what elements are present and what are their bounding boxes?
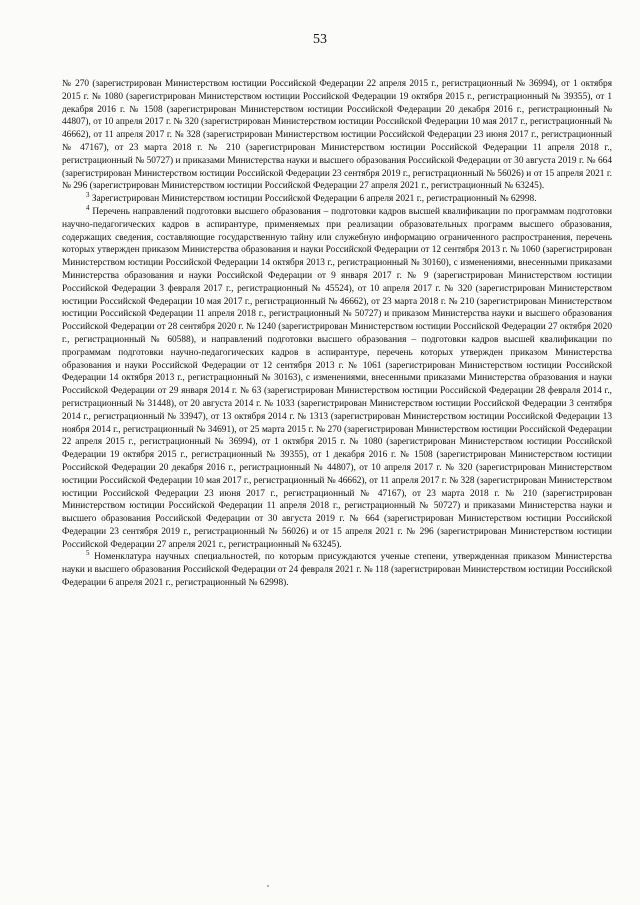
footnote-text: № 270 (зарегистрирован Министерством юстиции Российской Федерации 22 апреля 2015 г., регистрационный № 36994), от 1 октября 2015 г. № 1080 (зарегистрирован Министерством юстиции Российской Федерации 19 октября 2015 г., регистрационный № 39355), от 1 декабря 2016 г. № 1508 (зарегистрирован Министерством юстиции Российской Федерации 20 декабря 2016 г., регистрационный № 44807), от 10 апреля 2017 г. № 320 (зарегистрирован Министерством юстиции Российской Федерации 10 мая 2017 г., регистрационный № 46662), от 11 апреля 2017 г. № 328 (зарегистрирован Министерством юстиции Российской Федерации 23 июня 2017 г., регистрационный № 47167), от 23 марта 2018 г. № 210 (зарегистрирован Министерством юстиции Российской Федерации 11 апреля 2018 г., регистрационный № 50727) и приказами Министерства науки и высшего образования Российской Федерации от 30 августа 2019 г. № 664 (зарегистрирован Министерством юстиции Российской Федерации 23 сентября 2019 г., регистрационный № 56026) и от 15 апреля 2021 г. № 296 (зарегистрирован Министерством юстиции Российской Федерации 27 апреля 2021 г., регистрационный № 63245). — [62, 79, 612, 192]
footnote-continuation — [62, 78, 612, 193]
page-number: 53 — [313, 32, 327, 47]
footnote-3 — [62, 193, 612, 206]
footnote-4 — [62, 203, 612, 552]
footnote-text: Зарегистрирован Министерством юстиции Российской Федерации 6 апреля 2021 г., регистрационный № 62998. — [89, 194, 537, 205]
footnote-mark: 3 — [86, 191, 90, 200]
footnote-5 — [62, 551, 612, 589]
footnote-mark: 4 — [86, 203, 90, 212]
footnote-text: Перечень направлений подготовки высшего образования – подготовки кадров высшей квалификации по программам подготовки научно-педагогических кадров в аспирантуре, применяемых при реализации образовательных программ высшего образования, содержащих сведения, составляющие государственную тайну или служебную информацию ограниченного распространения, перечень которых утвержден приказом Министерства образования и науки Российской Федерации от 12 сентября 2013 г. № 1060 (зарегистрирован Министерством юстиции Российской Федерации 14 октября 2013 г., регистрационный № 30160), с изменениями, внесенными приказами Министерства образования и науки Российской Федерации от 9 января 2017 г. № 9 (зарегистрирован Министерством юстиции Российской Федерации 3 февраля 2017 г., регистрационный № 45524), от 10 апреля 2017 г. № 320 (зарегистрирован Министерством юстиции Российской Федерации 10 мая 2017 г., регистрационный № 46662), от 23 марта 2018 г. № 210 (зарегистрирован Министерством юстиции Российской Федерации 11 апреля 2018 г., регистрационный № 50727) и приказом Министерства науки и высшего образования Российской Федерации от 28 сентября 2020 г. № 1240 (зарегистрирован Министерством юстиции Российской Федерации 27 октября 2020 г., регистрационный № 60588), и направлений подготовки высшего образования – подготовки кадров высшей квалификации по программам подготовки научно-педагогических кадров в аспирантуре, перечень которых утвержден приказом Министерства образования и науки Российской Федерации от 12 сентября 2013 г. № 1061 (зарегистрирован Министерством юстиции Российской Федерации 14 октября 2013 г., регистрационный № 30163), с изменениями, внесенными приказами Министерства образования и науки Российской Федерации от 29 января 2014 г. № 63 (зарегистрирован Министерством юстиции Российской Федерации 28 февраля 2014 г., регистрационный № 31448), от 20 августа 2014 г. № 1033 (зарегистрирован Министерством юстиции Российской Федерации 3 сентября 2014 г., регистрационный № 33947), от 13 октября 2014 г. № 1313 (зарегистрирован Министерством юстиции Российской Федерации 13 ноября 2014 г., регистрационный № 34691), от 25 марта 2015 г. № 270 (зарегистрирован Министерством юстиции Российской Федерации 22 апреля 2015 г., регистрационный № 36994), от 1 октября 2015 г. № 1080 (зарегистрирован Министерством юстиции Российской Федерации 19 октября 2015 г., регистрационный № 39355), от 1 декабря 2016 г. № 1508 (зарегистрирован Министерством юстиции Российской Федерации 20 декабря 2016 г., регистрационный № 44807), от 10 апреля 2017 г. № 320 (зарегистрирован Министерством юстиции Российской Федерации 10 мая 2017 г., регистрационный № 46662), от 11 апреля 2017 г. № 328 (зарегистрирован Министерством юстиции Российской Федерации 23 июня 2017 г., регистрационный № 47167), от 23 марта 2018 г. № 210 (зарегистрирован Министерством юстиции Российской Федерации 11 апреля 2018 г., регистрационный № 50727) и приказами Министерства науки и высшего образования Российской Федерации от 30 августа 2019 г. № 664 (зарегистрирован Министерством юстиции Российской Федерации 23 сентября 2019 г., регистрационный № 56026) и от 15 апреля 2021 г. № 296 (зарегистрирован Министерством юстиции Российской Федерации 27 апреля 2021 г., регистрационный № 63245). — [62, 206, 612, 550]
scan-speck — [267, 885, 269, 887]
footnotes-block — [62, 78, 612, 590]
footnote-text: Номенклатура научных специальностей, по которым присуждаются ученые степени, утвержденная приказом Министерства науки и высшего образования Российской Федерации от 24 февраля 2021 г. № 118 (зарегистрирован Министерством юстиции Российской Федерации 6 апреля 2021 г., регистрационный № 62998). — [62, 552, 613, 589]
footnote-mark: 5 — [86, 549, 90, 558]
